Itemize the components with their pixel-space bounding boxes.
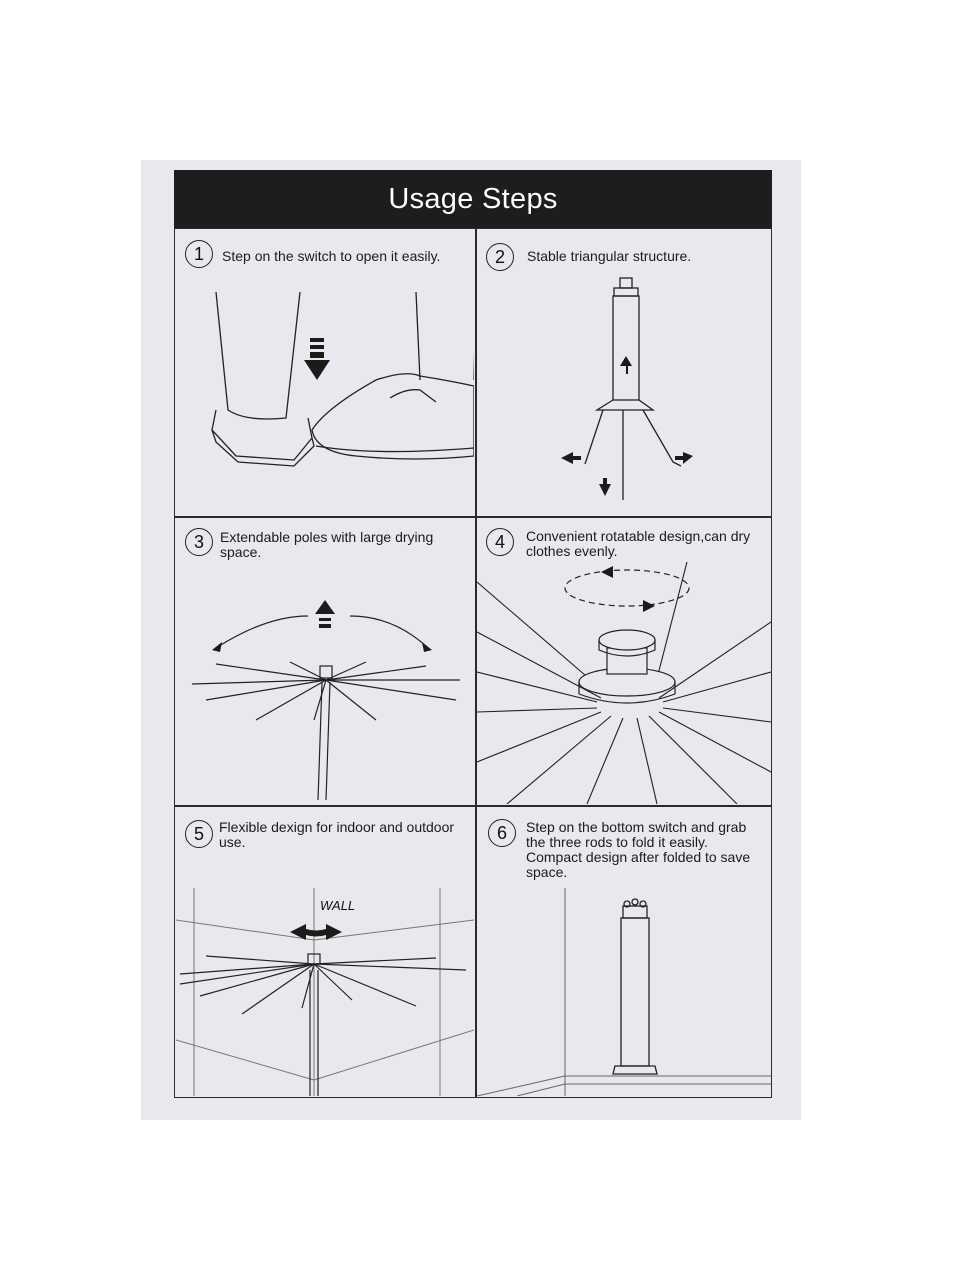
folded-pole-icon: [477, 880, 771, 1096]
step-number: 2: [486, 243, 514, 271]
grid-divider-row-2: [174, 805, 772, 807]
wall-label: WALL: [320, 898, 356, 913]
step-number: 1: [185, 240, 213, 268]
wall-mount-icon: [176, 880, 474, 1096]
step-caption: Step on the switch to open it easily.: [222, 248, 441, 264]
step-number: 4: [486, 528, 514, 556]
tripod-stand-icon: [477, 270, 771, 510]
step-caption: Flexible dexign for indoor and outdoor use.: [219, 819, 455, 850]
step-caption: Extendable poles with large drying space.: [220, 529, 434, 560]
step-number: 6: [488, 819, 516, 847]
grid-divider-row-1: [174, 516, 772, 518]
foot-press-icon: [176, 280, 474, 516]
step-number: 3: [185, 528, 213, 556]
step-caption: Stable triangular structure.: [527, 248, 692, 264]
extend-arms-icon: [176, 570, 474, 804]
page-title: Usage Steps: [174, 170, 772, 228]
rotate-hub-icon: [477, 562, 771, 804]
step-number: 5: [185, 820, 213, 848]
step-caption: Convenient rotatable design,can dry clothes evenly.: [526, 528, 751, 559]
step-caption: Step on the bottom switch and grab the three rods to fold it easily. Compact design after folded to save space.: [526, 819, 751, 880]
